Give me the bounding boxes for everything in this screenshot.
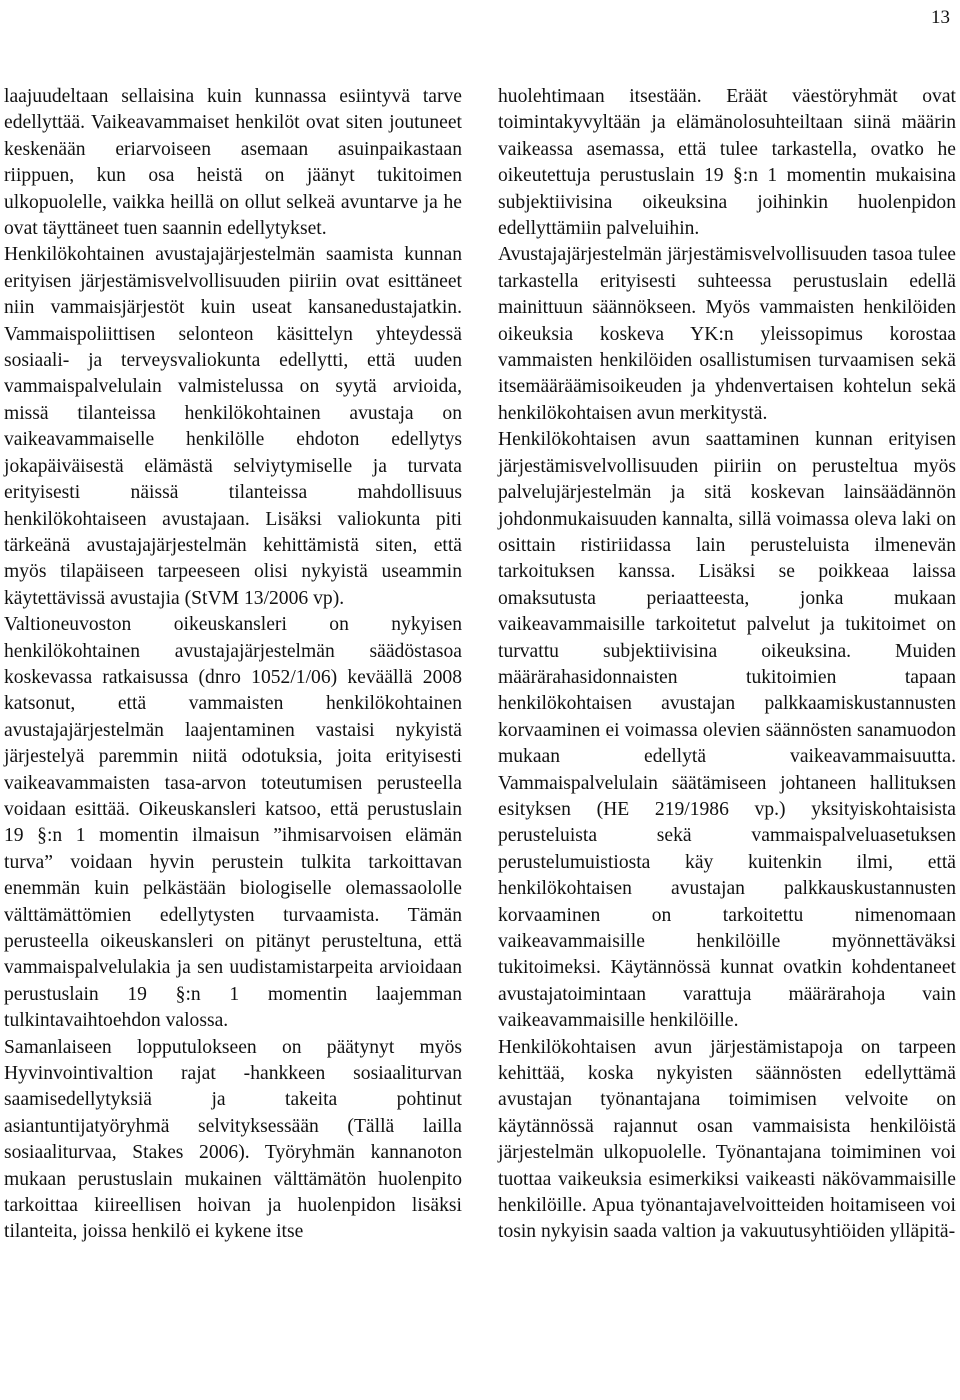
page-number: 13 xyxy=(931,7,950,28)
paragraph: Valtioneuvoston oikeuskansleri on nykyisen henkilökohtainen avustajajärjestelmän säädöstasoa koskevassa ratkaisussa (dnro 1052/1/06) keväällä 2008 katsonut, että vammaisten henkilökohtainen avustajajärjestelmän laajentaminen vastaisi nykyistä järjestelyä paremmin niitä odotuksia, joita erityisesti vaikeavammaisten tasa-arvon toteutumisen perusteella voidaan esittää. Oikeuskansleri katsoo, että perustuslain 19 §:n 1 momentin ilmaisun ”ihmisarvoisen elämän turva” voidaan hyvin perustein tulkita tarkoittavan enemmän kuin pelkästään biologiselle olemassaololle välttämättömien edellytysten turvaamista. Tämän perusteella oikeuskansleri on pitänyt perusteltuna, että vammaispalvelulakia ja sen uudistamistarpeita arvioidaan perustuslain 19 §:n 1 momentin laajemman tulkintavaihtoehdon valossa. xyxy=(4,614,462,1032)
left-column xyxy=(4,84,462,1246)
paragraph: huolehtimaan itsestään. Eräät väestöryhmät ovat toimintakyvyltään ja elämänolosuhteiltaan siinä määrin vaikeassa asemassa, että tulee tarkastella, ovatko he oikeutettuja perustuslain 19 §:n 1 momentin mukaisina subjektiivisina oikeuksina joihinkin huolenpidon edellyttämiin palveluihin. xyxy=(498,86,956,240)
paragraph: Samanlaiseen lopputulokseen on päätynyt myös Hyvinvointivaltion rajat -hankkeen sosiaaliturvan saamisedellytyksiä ja takeita pohtinut asiantuntijatyöryhmä selvityksessään (Tällä lailla sosiaaliturvaa, Stakes 2006). Työryhmän kannanoton mukaan perustuslain mukainen välttämätön huolenpito tarkoittaa kiireellisen hoivan ja huolenpidon lisäksi tilanteita, joissa henkilö ei kykene itse xyxy=(4,1036,462,1243)
paragraph: laajuudeltaan sellaisina kuin kunnassa esiintyvä tarve edellyttää. Vaikeavammaiset henkilöt ovat siten joutuneet keskenään eriarvoiseen asemaan asuinpaikastaan riippuen, kun osa heistä on jäänyt tukitoimen ulkopuolelle, vaikka heillä on ollut selkeä avuntarve ja he ovat täyttäneet tuen saannin edellytykset. xyxy=(4,86,462,240)
paragraph: Henkilökohtaisen avun järjestämistapoja on tarpeen kehittää, koska nykyisten säännösten edellyttämä avustajan työnantajana toimimisen velvoite on käytännössä rajannut osan vammaisista henkilöistä järjestelmän ulkopuolelle. Työnantajana toimiminen voi tuottaa vaikeuksia esimerkiksi vaikeasti näkövammaisille henkilöille. Apua työnantajavelvoitteiden hoitamiseen voi tosin nykyisin saada valtion ja vakuutusyhtiöiden ylläpitä- xyxy=(498,1036,956,1243)
paragraph: Henkilökohtainen avustajajärjestelmän saamista kunnan erityisen järjestämisvelvollisuuden piiriin ovat esittäneet niin vammaisjärjestöt kuin useat kansanedustajatkin. Vammaispoliittisen selonteon käsittelyn yhteydessä sosiaali- ja terveysvaliokunta edellytti, että uuden vammaispalvelulain valmistelussa on syytä arvioida, missä tilanteissa henkilökohtainen avustaja on vaikeavammaiselle henkilölle ehdoton edellytys jokapäiväisestä elämästä selviytymiselle ja turvata erityisesti näissä tilanteissa mahdollisuus henkilökohtaiseen avustajaan. Lisäksi valiokunta piti tärkeänä avustajajärjestelmän kehittämistä siten, että myös tilapäiseen tarpeeseen olisi nykyistä useammin käytettävissä avustajia (StVM 13/2006 vp). xyxy=(4,244,462,609)
right-column xyxy=(498,84,956,1246)
paragraph: Henkilökohtaisen avun saattaminen kunnan erityisen järjestämisvelvollisuuden piiriin on perusteltua myös palvelujärjestelmän ja sitä koskevan lainsäädännön johdonmukaisuuden kannalta, sillä voimassa oleva laki on osittain ristiriidassa lain perusteluista ilmenevän tarkoituksen kanssa. Lisäksi se poikkeaa laissa omaksutusta periaatteesta, jonka mukaan vaikeavammaisille tarkoitetut palvelut ja tukitoimet on turvattu subjektiivisina oikeuksina. Muiden määrärahasidonnaisten tukitoimien tapaan henkilökohtaisen avustajan palkkaamiskustannusten korvaaminen ei voimassa olevien säännösten sanamuodon mukaan edellytä vaikeavammaisuutta. Vammaispalvelulain säätämiseen johtaneen hallituksen esityksen (HE 219/1986 vp.) yksityiskohtaisista perusteluista sekä vammaispalveluasetuksen perustelumuistiosta käy kuitenkin ilmi, että henkilökohtaisen avustajan palkkauskustannusten korvaaminen on tarkoitettu nimenomaan vaikeavammaisille henkilöille myönnettäväksi tukitoimeksi. Käytännössä kunnat ovatkin kohdentaneet avustajatoimintaan varattuja määrärahoja vain vaikeavammaisille henkilöille. xyxy=(498,429,956,1032)
paragraph: Avustajajärjestelmän järjestämisvelvollisuuden tasoa tulee tarkastella erityisesti suhteessa perustuslain edellä mainittuun säännökseen. Myös vammaisten henkilöiden oikeuksia koskeva YK:n yleissopimus korostaa vammaisten henkilöiden osallistumisen turvaamisen sekä itsemääräämisoikeuden ja yhdenvertaisen kohtelun sekä henkilökohtaisen avun merkitystä. xyxy=(498,244,956,424)
